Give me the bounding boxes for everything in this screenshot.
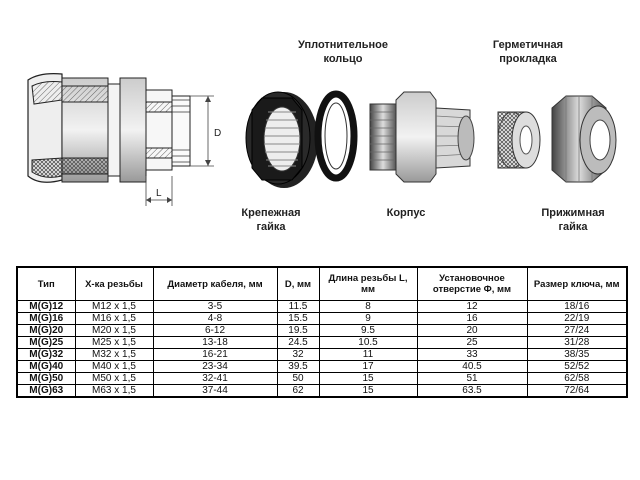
cell-wrench-size: 72/64 (527, 385, 627, 398)
cell-type: M(G)12 (17, 301, 75, 313)
cell-d: 50 (277, 373, 319, 385)
table-row (17, 349, 627, 361)
cell-wrench-size: 38/35 (527, 349, 627, 361)
table-row (17, 385, 627, 398)
cell-mounting-hole: 20 (417, 325, 527, 337)
cell-cable-diameter: 23-34 (153, 361, 277, 373)
dimension-d-label: D (214, 128, 222, 139)
cell-thread: M12 x 1,5 (75, 301, 153, 313)
cell-cable-diameter: 3-5 (153, 301, 277, 313)
body-caption: Корпус (386, 207, 426, 219)
cell-thread-length: 17 (319, 361, 417, 373)
header-wrench-size: Размер ключа, мм (527, 267, 627, 301)
spec-table (16, 266, 628, 398)
lock-nut-part (246, 92, 318, 188)
spec-table-container (16, 266, 626, 398)
cell-type: M(G)63 (17, 385, 75, 398)
cell-type: M(G)50 (17, 373, 75, 385)
table-row (17, 313, 627, 325)
cell-thread-length: 15 (319, 373, 417, 385)
cell-wrench-size: 62/58 (527, 373, 627, 385)
header-cable-diameter: Диаметр кабеля, мм (153, 267, 277, 301)
cell-thread-length: 9.5 (319, 325, 417, 337)
cell-thread-length: 9 (319, 313, 417, 325)
cap-nut-part (552, 96, 616, 182)
gasket-caption: Герметичная прокладка (492, 39, 564, 65)
cell-thread: M63 x 1,5 (75, 385, 153, 398)
cell-thread: M20 x 1,5 (75, 325, 153, 337)
cell-d: 32 (277, 349, 319, 361)
cell-mounting-hole: 51 (417, 373, 527, 385)
seal-ring-part (318, 94, 354, 178)
table-row (17, 325, 627, 337)
cell-type: M(G)20 (17, 325, 75, 337)
cell-thread-length: 11 (319, 349, 417, 361)
cell-thread-length: 10.5 (319, 337, 417, 349)
table-row (17, 373, 627, 385)
gasket-part (498, 112, 540, 168)
cell-cable-diameter: 4-8 (153, 313, 277, 325)
header-thread-length: Длина резьбы L, мм (319, 267, 417, 301)
cell-d: 62 (277, 385, 319, 398)
cell-mounting-hole: 25 (417, 337, 527, 349)
cell-d: 19.5 (277, 325, 319, 337)
lock-nut-caption: Крепежная гайка (241, 207, 301, 233)
seal-ring-caption: Уплотнительное кольцо (298, 39, 388, 65)
cell-type: M(G)40 (17, 361, 75, 373)
cell-thread-length: 8 (319, 301, 417, 313)
cell-wrench-size: 52/52 (527, 361, 627, 373)
header-thread: Х-ка резьбы (75, 267, 153, 301)
cell-d: 24.5 (277, 337, 319, 349)
cell-mounting-hole: 33 (417, 349, 527, 361)
table-row (17, 301, 627, 313)
cell-thread: M25 x 1,5 (75, 337, 153, 349)
header-type: Тип (17, 267, 75, 301)
table-header-row (17, 267, 627, 301)
header-mounting-hole: Установочное отверстие Ф, мм (417, 267, 527, 301)
cell-mounting-hole: 63.5 (417, 385, 527, 398)
body-part (370, 92, 474, 182)
cell-mounting-hole: 12 (417, 301, 527, 313)
cell-thread: M16 x 1,5 (75, 313, 153, 325)
cell-type: M(G)16 (17, 313, 75, 325)
cell-cable-diameter: 6-12 (153, 325, 277, 337)
cell-thread: M32 x 1,5 (75, 349, 153, 361)
cap-nut-caption: Прижимная гайка (541, 207, 605, 233)
table-row (17, 361, 627, 373)
cell-wrench-size: 18/16 (527, 301, 627, 313)
cell-cable-diameter: 13-18 (153, 337, 277, 349)
header-d: D, мм (277, 267, 319, 301)
cell-d: 15.5 (277, 313, 319, 325)
cell-cable-diameter: 37-44 (153, 385, 277, 398)
cell-wrench-size: 31/28 (527, 337, 627, 349)
cell-thread: M50 x 1,5 (75, 373, 153, 385)
cell-type: M(G)25 (17, 337, 75, 349)
table-body (17, 301, 627, 398)
cell-mounting-hole: 40.5 (417, 361, 527, 373)
table-row (17, 337, 627, 349)
dimension-l-label: L (156, 188, 162, 199)
cell-wrench-size: 22/19 (527, 313, 627, 325)
cell-d: 11.5 (277, 301, 319, 313)
cell-thread-length: 15 (319, 385, 417, 398)
cell-wrench-size: 27/24 (527, 325, 627, 337)
cell-type: M(G)32 (17, 349, 75, 361)
cell-cable-diameter: 32-41 (153, 373, 277, 385)
cell-thread: M40 x 1,5 (75, 361, 153, 373)
sectional-drawing (28, 74, 221, 206)
cell-d: 39.5 (277, 361, 319, 373)
cell-cable-diameter: 16-21 (153, 349, 277, 361)
cell-mounting-hole: 16 (417, 313, 527, 325)
